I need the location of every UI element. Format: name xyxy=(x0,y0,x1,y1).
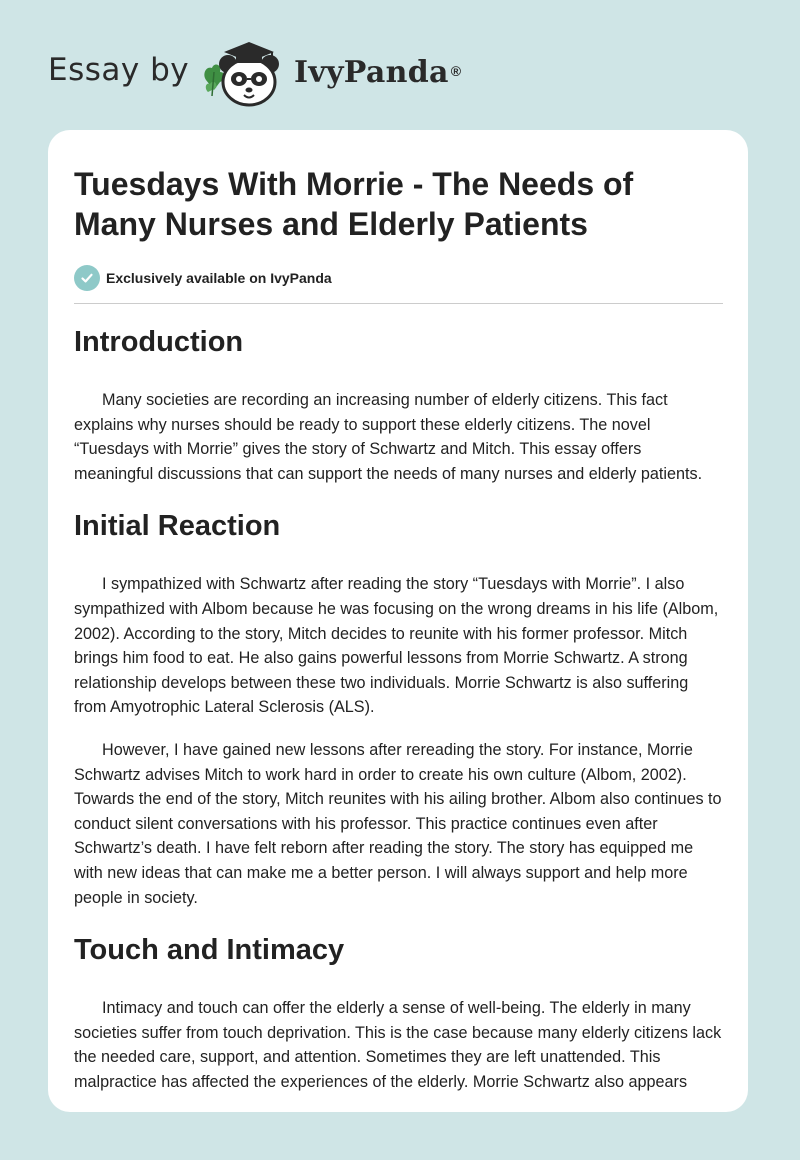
essay-card xyxy=(48,130,748,1112)
registered-mark: ® xyxy=(450,63,462,79)
essay-title: Tuesdays With Morrie - The Needs of Many Nurses and Elderly Patients xyxy=(74,166,634,242)
section-heading: Initial Reaction xyxy=(74,510,281,543)
paragraph: However, I have gained new lessons after rereading the story. For instance, Morrie Schwartz advises Mitch to work hard in order to create his own culture (Albom, 2002). Towards the end of the story, Mitch reunites with his ailing brother. Albom also continues to conduct silent conversations with his professor. This practice continues even after Schwartz’s death. I have felt reborn after reading the story. The story has equipped me with new ideas that can make me a better person. I will always support and help more people in society. xyxy=(74,740,722,907)
section-introduction xyxy=(74,320,724,486)
ivypanda-logo-icon[interactable] xyxy=(200,34,292,110)
brand-name[interactable] xyxy=(294,53,461,93)
essay-by-label: Essay by xyxy=(48,52,190,88)
checkmark-icon xyxy=(74,265,100,291)
paragraph: Many societies are recording an increasing number of elderly citizens. This fact explains why nurses should be ready to support these elderly citizens. The novel “Tuesdays with Morrie” gives the story of Schwartz and Mitch. This essay offers meaningful discussions that can support the needs of many nurses and elderly patients. xyxy=(74,391,703,483)
site-header xyxy=(0,0,800,120)
paragraph: Intimacy and touch can offer the elderly a sense of well-being. The elderly in many societies suffer from touch deprivation. This is the case because many elderly citizens lack the needed care, support, and attention. Sometimes they are left unattended. This malpractice has affected the experiences of the elderly. Morrie Schwartz also appears xyxy=(74,999,722,1091)
section-heading: Introduction xyxy=(74,326,244,358)
exclusive-badge-label: Exclusively available on IvyPanda xyxy=(106,270,332,286)
section-heading: Touch and Intimacy xyxy=(74,934,345,967)
section-initial-reaction xyxy=(74,504,724,910)
brand-name-text: IvyPanda xyxy=(294,55,449,90)
title-divider xyxy=(74,303,723,304)
section-touch-and-intimacy xyxy=(74,928,724,1094)
essay-body xyxy=(74,320,724,1094)
exclusive-badge xyxy=(74,264,332,292)
paragraph: I sympathized with Schwartz after reading the story “Tuesdays with Morrie”. I also sympathized with Albom because he was focusing on the wrong dreams in his life (Albom, 2002). According to the story, Mitch decides to reunite with his former professor. Mitch brings him food to eat. He also gains powerful lessons from Morrie Schwartz. A strong relationship develops between these two individuals. Morrie Schwartz is also suffering from Amyotrophic Lateral Sclerosis (ALS). xyxy=(74,575,719,717)
